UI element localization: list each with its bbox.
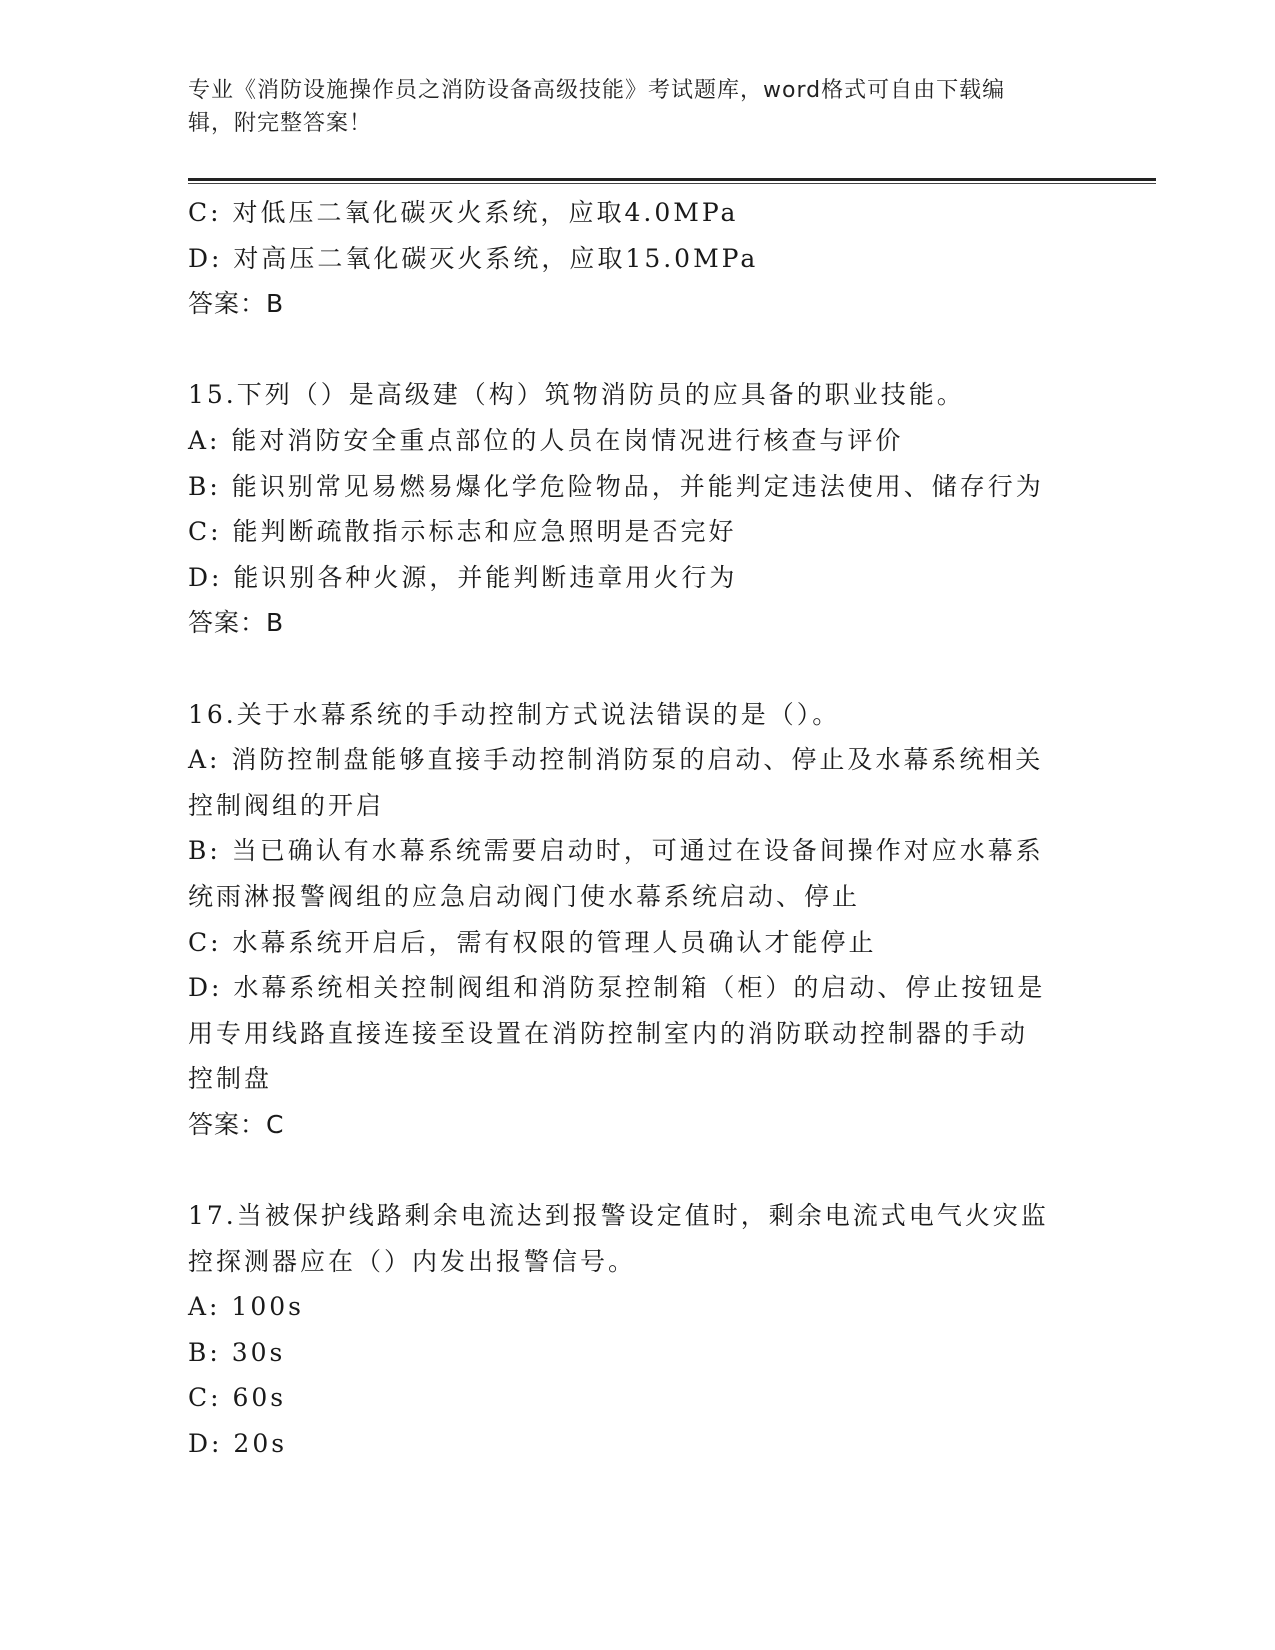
prev-answer: 答案：B (188, 289, 285, 319)
spacer (188, 646, 1088, 692)
q16-option-c: C: 水幕系统开启后，需有权限的管理人员确认才能停止 (188, 927, 877, 957)
prev-option-d: D: 对高压二氧化碳灭火系统，应取15.0MPa (188, 243, 759, 273)
q17-option-c: C: 60s (188, 1383, 287, 1413)
question-15 (188, 372, 1088, 646)
question-content (188, 190, 1088, 1467)
header-line-1: 专业《消防设施操作员之消防设备高级技能》考试题库，word格式可自由下载编 (188, 78, 1006, 103)
q15-option-c: C: 能判断疏散指示标志和应急照明是否完好 (188, 517, 737, 547)
question-17 (188, 1193, 1088, 1467)
spacer (188, 1147, 1088, 1193)
q17-option-b: B: 30s (188, 1337, 286, 1367)
q16-stem: 16.关于水幕系统的手动控制方式说法错误的是（）。 (188, 699, 841, 729)
spacer (188, 327, 1088, 373)
q15-answer: 答案：B (188, 608, 285, 638)
q16-option-d-line-2: 用专用线路直接连接至设置在消防控制室内的消防联动控制器的手动 (188, 1018, 1029, 1048)
q15-option-d: D: 能识别各种火源，并能判断违章用火行为 (188, 562, 738, 592)
q17-option-d: D: 20s (188, 1429, 288, 1459)
q16-option-d-line-3: 控制盘 (188, 1064, 273, 1094)
header-divider-thick (188, 178, 1156, 181)
prev-question-block (188, 190, 1088, 327)
q16-option-d-line-1: D: 水幕系统相关控制阀组和消防泵控制箱（柜）的启动、停止按钮是 (188, 973, 1046, 1003)
document-header (188, 74, 1088, 140)
prev-option-c: C: 对低压二氧化碳灭火系统，应取4.0MPa (188, 198, 739, 227)
header-divider-thin (188, 183, 1156, 184)
q17-stem-line-1: 17.当被保护线路剩余电流达到报警设定值时，剩余电流式电气火灾监 (188, 1201, 1049, 1231)
q16-option-a-line-2: 控制阀组的开启 (188, 790, 385, 820)
q17-option-a: A: 100s (188, 1292, 304, 1322)
q15-stem: 15.下列（）是高级建（构）筑物消防员的应具备的职业技能。 (188, 380, 965, 410)
q16-option-b-line-1: B: 当已确认有水幕系统需要启动时，可通过在设备间操作对应水幕系 (188, 836, 1044, 866)
q16-option-b-line-2: 统雨淋报警阀组的应急启动阀门使水幕系统启动、停止 (188, 881, 861, 911)
q15-option-a: A: 能对消防安全重点部位的人员在岗情况进行核查与评价 (188, 425, 904, 455)
q15-option-b: B: 能识别常见易燃易爆化学危险物品，并能判定违法使用、储存行为 (188, 471, 1044, 501)
question-16 (188, 692, 1088, 1148)
header-line-2: 辑，附完整答案！ (188, 111, 373, 136)
q16-answer: 答案：C (188, 1109, 285, 1139)
q17-stem-line-2: 控探测器应在（）内发出报警信号。 (188, 1246, 637, 1276)
q16-option-a-line-1: A: 消防控制盘能够直接手动控制消防泵的启动、停止及水幕系统相关 (188, 745, 1044, 775)
